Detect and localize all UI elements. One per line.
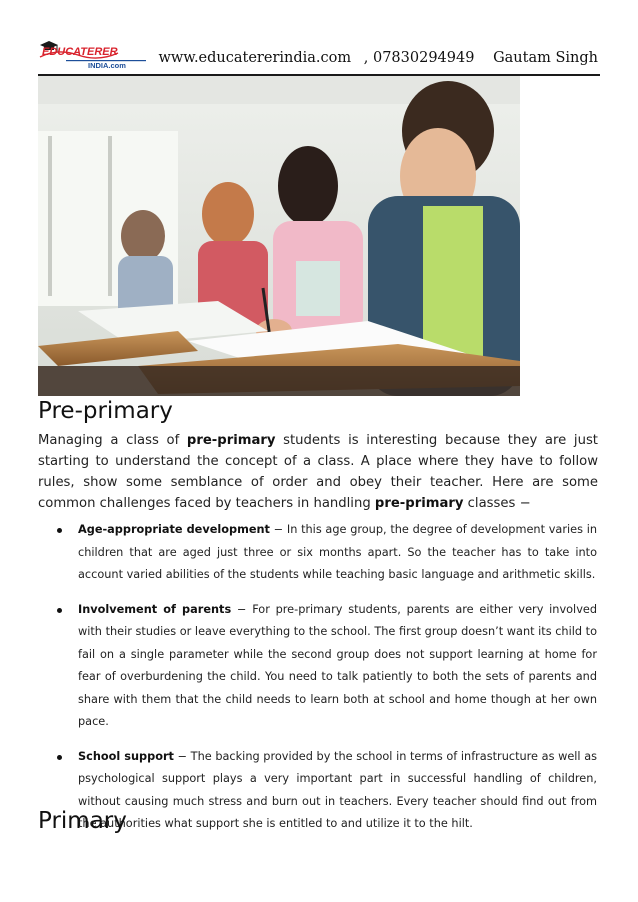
section-heading-preprimary: Pre-primary [38, 398, 173, 424]
bullet-icon [57, 755, 62, 760]
intro-text-1: Managing a class of [38, 433, 187, 448]
bullet-title: School support [78, 749, 174, 763]
educaterer-logo [38, 36, 150, 72]
bullet-title: Involvement of parents [78, 602, 232, 616]
intro-paragraph [38, 430, 598, 514]
intro-text-2: students is interesting because they are just starting to understand the concept of a class. A place where they have to follow rules, show some semblance of order and obey their teacher. Here are some common challenges faced by teachers in handling [38, 433, 598, 511]
bullet-icon [57, 528, 62, 533]
list-item [57, 519, 597, 587]
bullet-text: − The backing provided by the school in terms of infrastructure as well as psychological support plays a very important part in successful handling of children, without causing much stress and burn out in teachers. Every teacher should find out from the authorities what support she is entitled to and utilize it to the hilt. [78, 749, 598, 830]
bullet-title: Age-appropriate development [78, 523, 270, 536]
intro-bold-2: pre-primary [374, 496, 464, 511]
classroom-exam-photo [38, 76, 520, 396]
challenges-list [57, 519, 597, 848]
header-author: Gautam Singh [493, 50, 598, 66]
list-item [57, 599, 597, 734]
header-phone: , 07830294949 [363, 50, 475, 66]
page-header [38, 36, 600, 76]
logo-word-educaterer: EDUCATERER [42, 46, 118, 58]
section-heading-primary: Primary [38, 808, 127, 834]
bullet-text: − For pre-primary students, parents are either very involved with their studies or leave everything to the school. The first group doesn’t want its child to fail on a single parameter while the second group does not support learning at home for fear of overburdening the child. You need to talk patiently to both the sets of parents and share with them that the child needs to learn both at school and home though at her own pace. [78, 602, 597, 728]
intro-bold-1: pre-primary [186, 433, 276, 448]
bullet-icon [57, 608, 62, 613]
logo-word-india: INDIA.com [88, 61, 126, 70]
list-item [57, 746, 597, 836]
intro-text-3: classes − [463, 496, 531, 511]
bullet-text: − In this age group, the degree of development varies in children that are aged just three or six months apart. So the teacher has to take into account varied abilities of the students while teaching basic language and arithmetic skills. [78, 523, 597, 581]
header-website[interactable]: www.educatererindia.com [158, 50, 352, 66]
header-contact-line [150, 50, 598, 66]
